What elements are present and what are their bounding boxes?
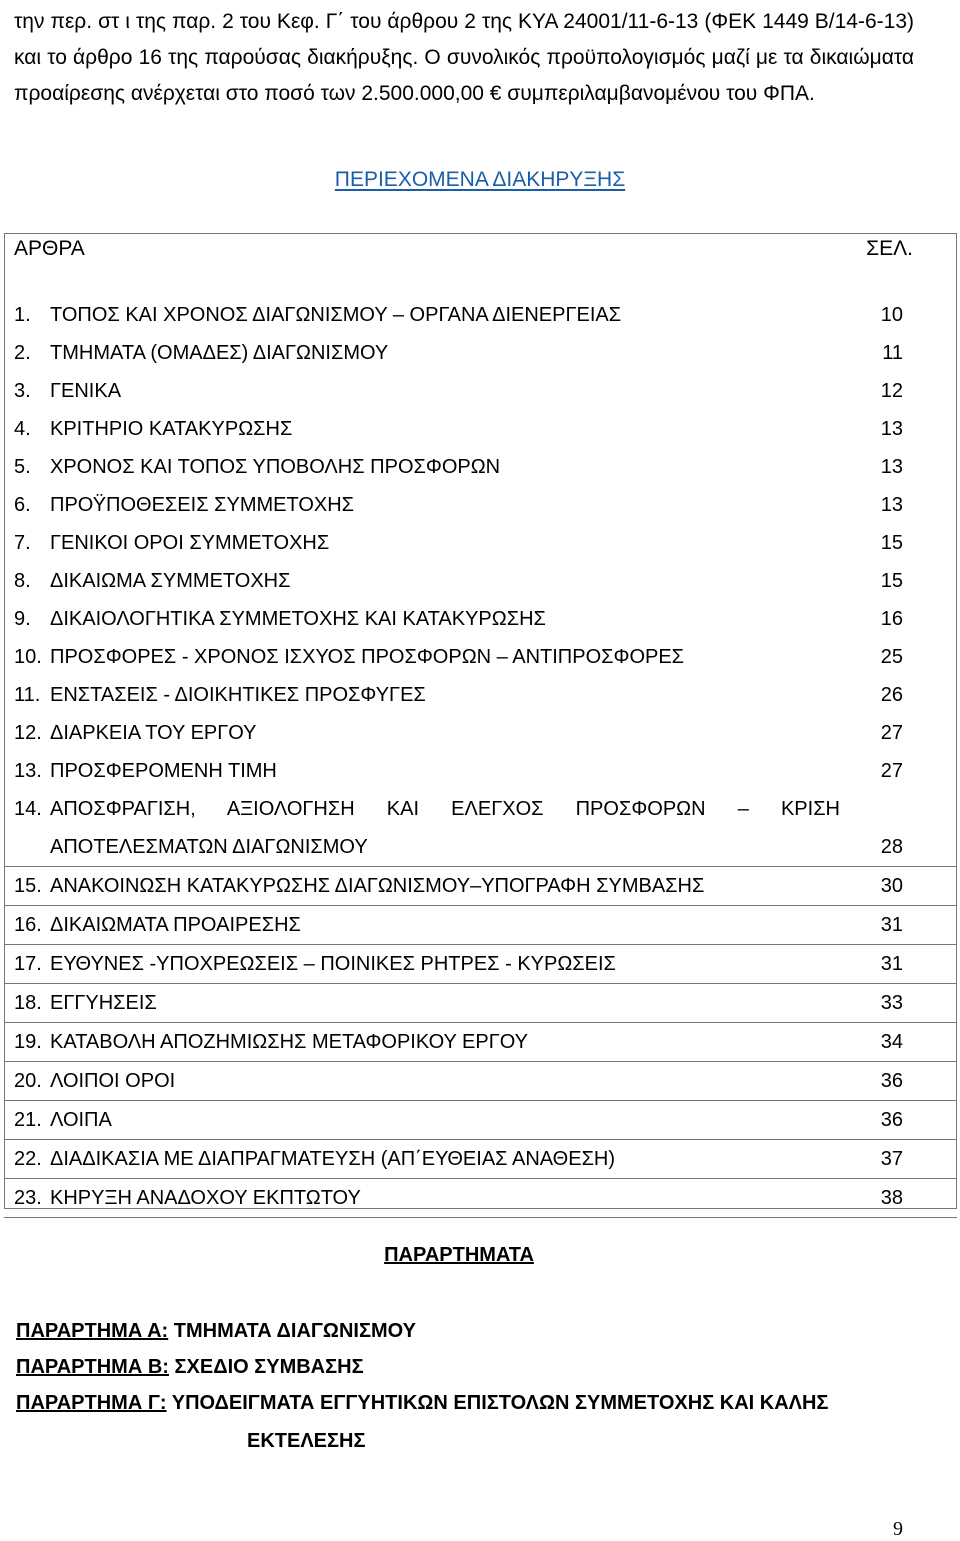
toc-item-page: 34 — [840, 1023, 957, 1062]
toc-item-title: ΧΡΟΝΟΣ ΚΑΙ ΤΟΠΟΣ ΥΠΟΒΟΛΗΣ ΠΡΟΣΦΟΡΩΝ — [50, 456, 501, 478]
toc-row — [4, 676, 957, 714]
toc-row — [4, 486, 957, 524]
toc-item-title: ΔΙΚΑΙΩΜΑ ΣΥΜΜΕΤΟΧΗΣ — [50, 570, 291, 592]
toc-row — [4, 1062, 957, 1101]
toc-row — [4, 1101, 957, 1140]
toc-item-title: ΓΕΝΙΚΟΙ ΟΡΟΙ ΣΥΜΜΕΤΟΧΗΣ — [50, 532, 330, 554]
toc-item-number: 17. — [4, 945, 50, 984]
toc-item-page: 13 — [880, 494, 903, 516]
toc-row — [4, 1140, 957, 1179]
toc-row — [4, 334, 957, 372]
toc-item-number: 16. — [4, 906, 50, 945]
toc-item-title: ΛΟΙΠΟΙ ΟΡΟΙ — [50, 1062, 840, 1101]
toc-item-number: 23. — [4, 1179, 50, 1218]
toc-item-title: ΚΡΙΤΗΡΙΟ ΚΑΤΑΚΥΡΩΣΗΣ — [50, 418, 293, 440]
toc-item-page: 12 — [880, 380, 903, 402]
annex-a-label: ΠΑΡΑΡΤΗΜΑ Α: — [16, 1320, 169, 1342]
toc-item-number: 4. — [14, 418, 31, 440]
toc-item-page: 36 — [840, 1062, 957, 1101]
intro-paragraph: την περ. στ ι της παρ. 2 του Κεφ. Γ΄ του άρθρου 2 της ΚΥΑ 24001/11-6-13 (ΦΕΚ 1449 Β/14-6-13) και το άρθρο 16 της παρούσας διακήρυξης. Ο συνολικός προϋπολογισμός μαζί με τα δικαιώματα προαίρεσης ανέρχεται στο ποσό των 2.500.000,00 € συμπεριλαμβανομένου του ΦΠΑ. — [14, 10, 914, 105]
toc-item-title: ΠΡΟΫΠΟΘΕΣΕΙΣ ΣΥΜΜΕΤΟΧΗΣ — [50, 494, 355, 516]
annex-c-text: ΥΠΟΔΕΙΓΜΑΤΑ ΕΓΓΥΗΤΙΚΩΝ ΕΠΙΣΤΟΛΩΝ ΣΥΜΜΕΤΟΧΗΣ ΚΑΙ ΚΑΛΗΣ — [166, 1392, 829, 1414]
toc-row — [4, 600, 957, 638]
toc-item-number: 10. — [14, 646, 42, 668]
page-number: 9 — [893, 1518, 903, 1540]
toc-item-number: 2. — [14, 342, 31, 364]
toc-item-title: ΕΥΘΥΝΕΣ -ΥΠΟΧΡΕΩΣΕΙΣ – ΠΟΙΝΙΚΕΣ ΡΗΤΡΕΣ - ΚΥΡΩΣΕΙΣ — [50, 945, 840, 984]
toc-row — [4, 524, 957, 562]
toc-row — [4, 945, 957, 984]
toc-item-page: 11 — [882, 342, 903, 364]
toc-row — [4, 448, 957, 486]
annex-b — [16, 1356, 364, 1379]
toc-item-title: ΑΝΑΚΟΙΝΩΣΗ ΚΑΤΑΚΥΡΩΣΗΣ ΔΙΑΓΩΝΙΣΜΟΥ–ΥΠΟΓΡΑΦΗ ΣΥΜΒΑΣΗΣ — [50, 867, 840, 906]
annex-a-text: ΤΜΗΜΑΤΑ ΔΙΑΓΩΝΙΣΜΟΥ — [168, 1320, 416, 1342]
toc-item-page: 30 — [840, 867, 957, 906]
toc-item-title: ΕΝΣΤΑΣΕΙΣ - ΔΙΟΙΚΗΤΙΚΕΣ ΠΡΟΣΦΥΓΕΣ — [50, 684, 426, 706]
toc-item-number: 12. — [14, 722, 42, 744]
toc-item-page: 38 — [840, 1179, 957, 1218]
toc-col-page: ΣΕΛ. — [866, 237, 913, 260]
toc-item-page: 15 — [880, 532, 903, 554]
toc-item-page: 26 — [880, 684, 903, 706]
toc-item-number: 8. — [14, 570, 31, 592]
toc-item-page: 10 — [880, 304, 903, 326]
toc-row — [4, 714, 957, 752]
toc-item-page: 37 — [840, 1140, 957, 1179]
toc-item-title: ΠΡΟΣΦΕΡΟΜΕΝΗ ΤΙΜΗ — [50, 760, 277, 782]
toc-item-title: ΑΠΟΣΦΡΑΓΙΣΗ, ΑΞΙΟΛΟΓΗΣΗ ΚΑΙ ΕΛΕΓΧΟΣ ΠΡΟΣΦΟΡΩΝ – ΚΡΙΣΗ ΑΠΟΤΕΛΕΣΜΑΤΩΝ ΔΙΑΓΩΝΙΣΜΟΥ — [50, 798, 840, 858]
toc-heading: ΠΕΡΙΕΧΟΜΕΝΑ ΔΙΑΚΗΡΥΞΗΣ — [334, 168, 626, 191]
toc-item-page: 27 — [880, 722, 903, 744]
toc-item-number: 6. — [14, 494, 31, 516]
toc-row — [4, 984, 957, 1023]
toc-item-title: ΓΕΝΙΚΑ — [50, 380, 122, 402]
toc-item-number: 11. — [14, 684, 41, 706]
toc-row — [4, 867, 957, 906]
toc-item-number: 15. — [4, 867, 50, 906]
toc-item-page: 13 — [880, 418, 903, 440]
annex-c — [16, 1392, 828, 1415]
toc-row — [4, 906, 957, 945]
toc-item-title: ΚΗΡΥΞΗ ΑΝΑΔΟΧΟΥ ΕΚΠΤΩΤΟΥ — [50, 1179, 840, 1218]
toc-item-number: 1. — [14, 304, 31, 326]
annex-c-label: ΠΑΡΑΡΤΗΜΑ Γ: — [16, 1392, 167, 1414]
toc-item-title: ΤΜΗΜΑΤΑ (ΟΜΑΔΕΣ) ΔΙΑΓΩΝΙΣΜΟΥ — [50, 342, 389, 364]
toc-item-page: 13 — [880, 456, 903, 478]
annex-heading: ΠΑΡΑΡΤΗΜΑΤΑ — [384, 1244, 534, 1266]
toc-item-title: ΕΓΓΥΗΣΕΙΣ — [50, 984, 840, 1023]
toc-row — [4, 562, 957, 600]
toc-row — [4, 752, 957, 790]
toc-item-number: 14. — [14, 798, 42, 820]
toc-item-number: 21. — [4, 1101, 50, 1140]
toc-item-page: 25 — [880, 646, 903, 668]
toc-item-page: 31 — [840, 906, 957, 945]
toc-row — [4, 790, 957, 867]
toc-item-number: 5. — [14, 456, 31, 478]
annex-c-continuation: ΕΚΤΕΛΕΣΗΣ — [247, 1430, 366, 1452]
toc-row — [4, 1023, 957, 1062]
toc-row — [4, 296, 957, 334]
toc-header-row — [4, 233, 957, 296]
toc-item-page: 33 — [840, 984, 957, 1023]
toc-item-title: ΔΙΑΡΚΕΙΑ ΤΟΥ ΕΡΓΟΥ — [50, 722, 257, 744]
toc-item-number: 20. — [4, 1062, 50, 1101]
toc-row — [4, 1179, 957, 1218]
annex-a — [16, 1320, 416, 1343]
toc-row — [4, 638, 957, 676]
toc-item-number: 19. — [4, 1023, 50, 1062]
toc-item-title: ΚΑΤΑΒΟΛΗ ΑΠΟΖΗΜΙΩΣΗΣ ΜΕΤΑΦΟΡΙΚΟΥ ΕΡΓΟΥ — [50, 1023, 840, 1062]
toc-item-number: 22. — [4, 1140, 50, 1179]
annex-b-label: ΠΑΡΑΡΤΗΜΑ Β: — [16, 1356, 169, 1378]
toc-item-number: 3. — [14, 380, 31, 402]
toc-table — [4, 233, 957, 1218]
toc-item-title: ΔΙΑΔΙΚΑΣΙΑ ΜΕ ΔΙΑΠΡΑΓΜΑΤΕΥΣΗ (ΑΠ΄ΕΥΘΕΙΑΣ ΑΝΑΘΕΣΗ) — [50, 1140, 840, 1179]
toc-item-number: 13. — [14, 760, 42, 782]
toc-item-page: 27 — [880, 760, 903, 782]
toc-item-page: 36 — [840, 1101, 957, 1140]
toc-row — [4, 372, 957, 410]
annex-b-text: ΣΧΕΔΙΟ ΣΥΜΒΑΣΗΣ — [168, 1356, 364, 1378]
toc-item-title: ΠΡΟΣΦΟΡΕΣ - ΧΡΟΝΟΣ ΙΣΧΥΟΣ ΠΡΟΣΦΟΡΩΝ – ΑΝΤΙΠΡΟΣΦΟΡΕΣ — [50, 646, 685, 668]
toc-item-page: 16 — [880, 608, 903, 630]
toc-item-title: ΤΟΠΟΣ ΚΑΙ ΧΡΟΝΟΣ ΔΙΑΓΩΝΙΣΜΟΥ – ΟΡΓΑΝΑ ΔΙΕΝΕΡΓΕΙΑΣ — [50, 304, 622, 326]
toc-col-articles: ΑΡΘΡΑ — [14, 237, 85, 260]
toc-item-number: 7. — [14, 532, 31, 554]
toc-item-page: 31 — [840, 945, 957, 984]
toc-row — [4, 410, 957, 448]
toc-item-number: 18. — [4, 984, 50, 1023]
toc-item-title: ΔΙΚΑΙΟΛΟΓΗΤΙΚΑ ΣΥΜΜΕΤΟΧΗΣ ΚΑΙ ΚΑΤΑΚΥΡΩΣΗΣ — [50, 608, 546, 630]
toc-item-number: 9. — [14, 608, 31, 630]
toc-item-page: 15 — [880, 570, 903, 592]
toc-item-page: 28 — [880, 836, 903, 858]
toc-item-title: ΔΙΚΑΙΩΜΑΤΑ ΠΡΟΑΙΡΕΣΗΣ — [50, 906, 840, 945]
toc-item-title: ΛΟΙΠΑ — [50, 1101, 840, 1140]
